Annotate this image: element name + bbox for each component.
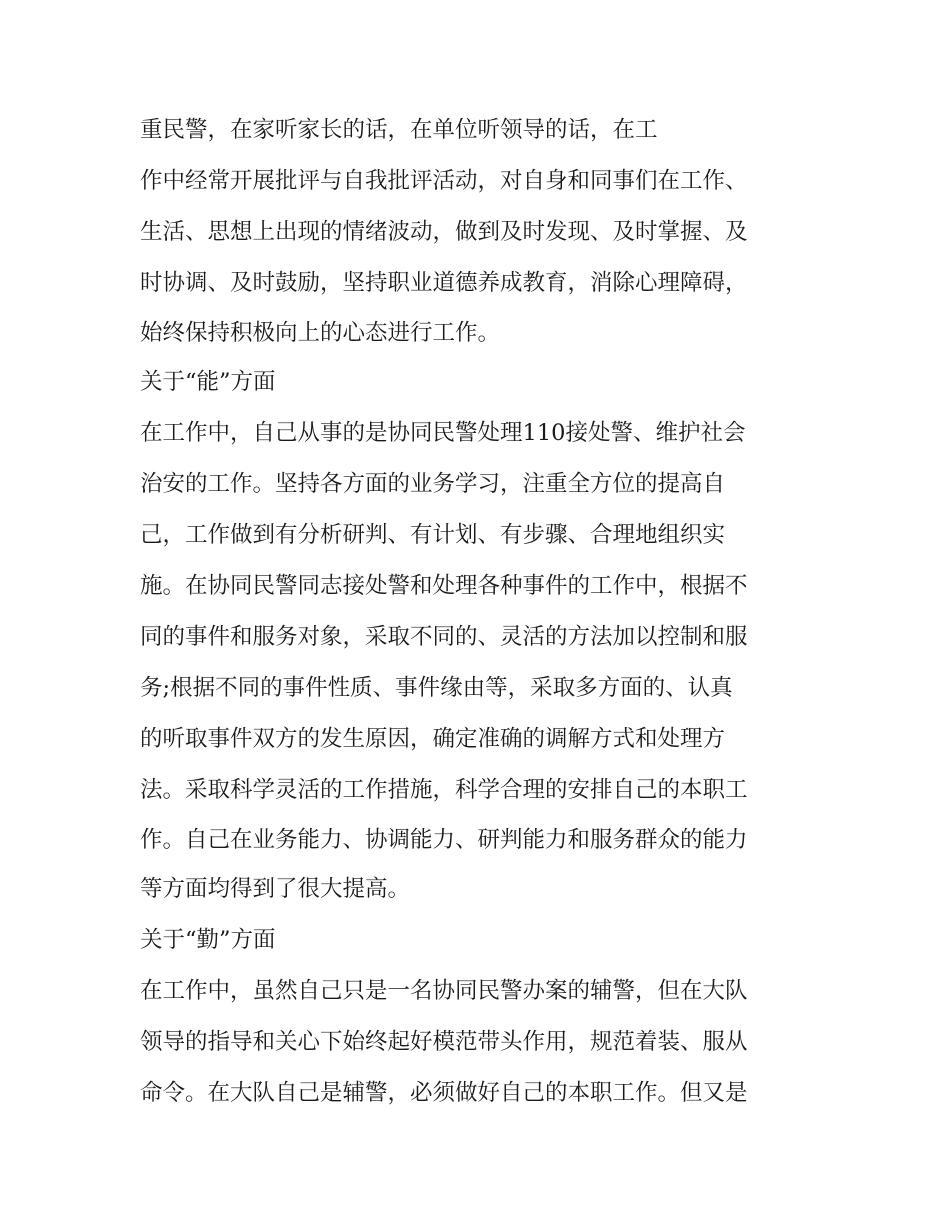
text-line: 始终保持积极向上的心态进行工作。 (140, 320, 501, 346)
text-line: 法。采取科学灵活的工作措施，科学合理的安排自己的本职工 (140, 777, 748, 803)
text-line: 治安的工作。坚持各方面的业务学习，注重全方位的提高自 (140, 471, 726, 497)
text-line: 己，工作做到有分析研判、有计划、有步骤、合理地组织实 (140, 522, 726, 548)
text-line: 重民警，在家听家长的话，在单位听领导的话，在工 (140, 117, 658, 143)
text-line: 领导的指导和关心下始终起好模范带头作用，规范着装、服从 (140, 1029, 748, 1055)
text-line: 作。自己在业务能力、协调能力、研判能力和服务群众的能力 (140, 827, 748, 853)
text-line: 同的事件和服务对象，采取不同的、灵活的方法加以控制和服 (140, 624, 748, 650)
text-line: 命令。在大队自己是辅警，必须做好自己的本职工作。但又是 (140, 1080, 748, 1106)
text-line: 等方面均得到了很大提高。 (140, 876, 411, 902)
section-heading: 关于“能”方面 (140, 369, 276, 395)
text-line: 务;根据不同的事件性质、事件缘由等，采取多方面的、认真 (140, 675, 733, 701)
section-heading: 关于“勤”方面 (140, 927, 276, 953)
text-line: 生活、思想上出现的情绪波动，做到及时发现、及时掌握、及 (140, 219, 748, 245)
text-line: 施。在协同民警同志接处警和处理各种事件的工作中，根据不 (140, 573, 748, 599)
text-line: 时协调、及时鼓励，坚持职业道德养成教育，消除心理障碍， (140, 270, 748, 296)
text-line: 在工作中，虽然自己只是一名协同民警办案的辅警，但在大队 (140, 978, 748, 1004)
text-line: 的听取事件双方的发生原因，确定准确的调解方式和处理方 (140, 726, 726, 752)
text-line: 作中经常开展批评与自我批评活动，对自身和同事们在工作、 (140, 168, 748, 194)
text-line: 在工作中，自己从事的是协同民警处理110接处警、维护社会 (140, 420, 746, 446)
